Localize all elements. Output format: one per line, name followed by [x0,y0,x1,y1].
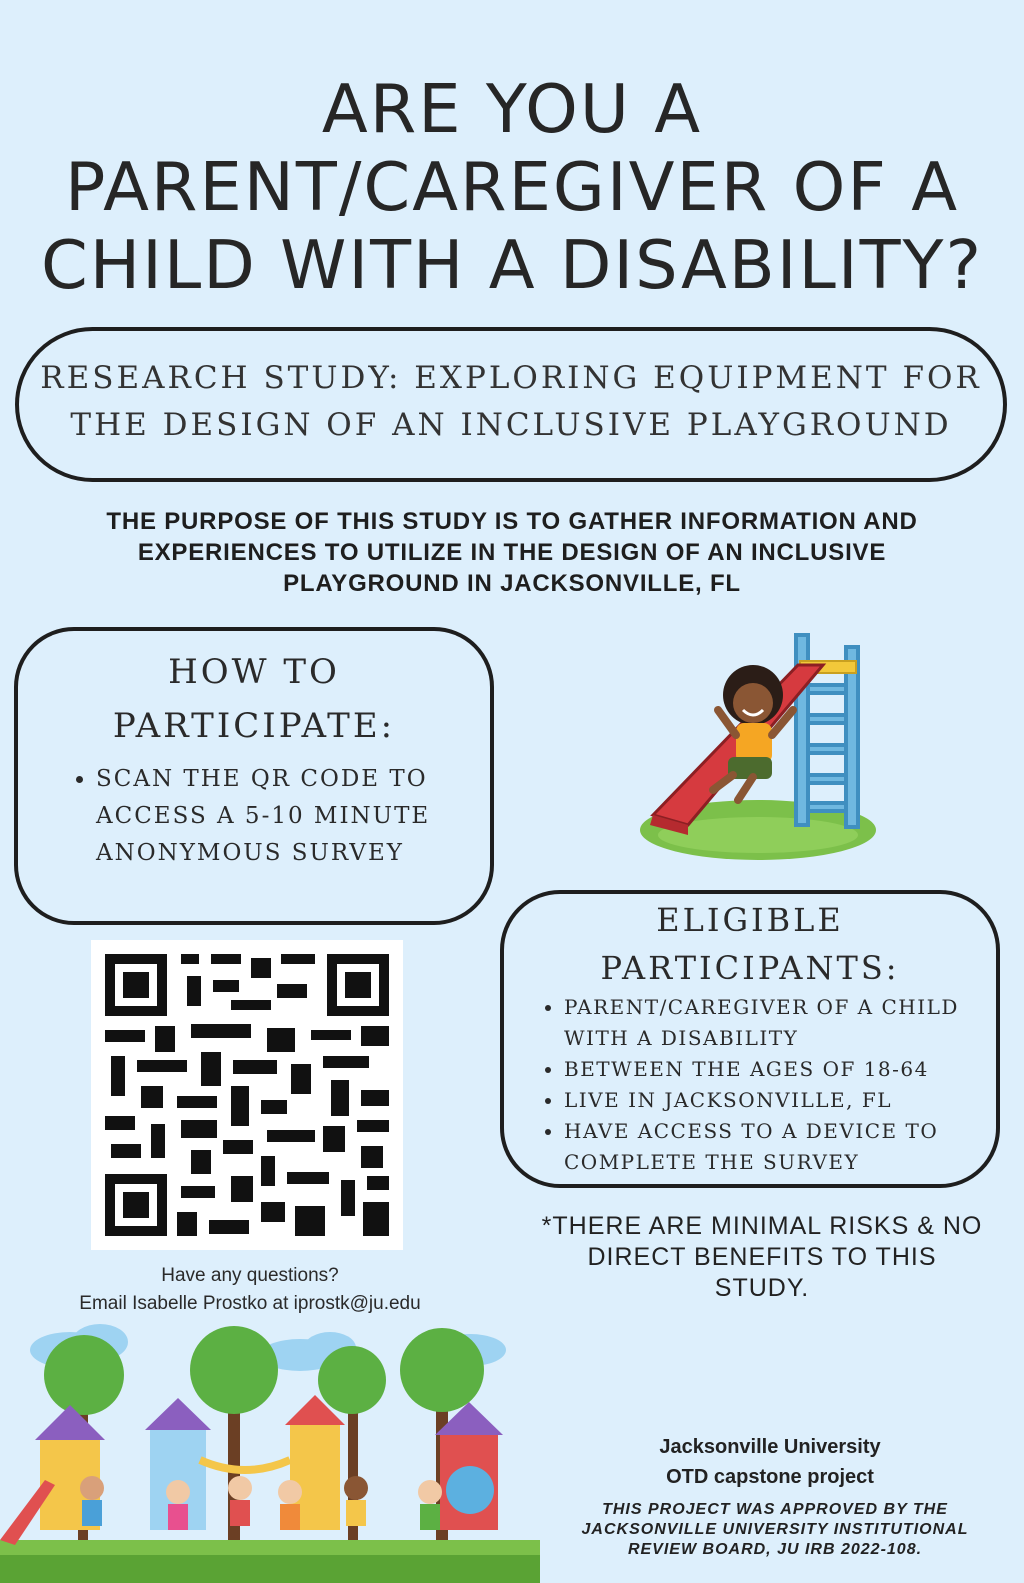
irb-line-3: REVIEW BOARD, JU IRB 2022-108. [627,1541,923,1558]
email-line[interactable]: Email Isabelle Prostko at iprostk@ju.edu [79,1293,421,1314]
eligible-item: • BETWEEN THE AGES OF 18-64 [564,1054,996,1085]
eligible-item: • LIVE IN JACKSONVILLE, FL [564,1085,996,1116]
study-title-box [15,327,1007,482]
risks-line-1: *THERE ARE MINIMAL RISKS & NO [541,1212,983,1240]
contact-info [30,1262,470,1318]
qr-code[interactable] [91,940,403,1250]
eligible-heading [504,896,996,992]
how-to-item: • SCAN THE QR CODE TO ACCESS A 5-10 MINUTE ANONYMOUS SURVEY [96,761,490,872]
headline-line-1: ARE YOU A [321,70,703,148]
purpose-line-3: PLAYGROUND IN JACKSONVILLE, FL [283,570,741,597]
eligible-item: • PARENT/CAREGIVER OF A CHILD WITH A DISABILITY [564,992,996,1054]
organization [580,1432,960,1492]
study-title-line-1: RESEARCH STUDY: EXPLORING EQUIPMENT FOR [40,360,982,396]
how-to-list [18,761,490,872]
qr-code-icon [91,940,403,1250]
purpose-line-1: THE PURPOSE OF THIS STUDY IS TO GATHER INFORMATION AND [106,508,918,535]
risks-note [512,1211,1012,1304]
org-line-1: Jacksonville University [659,1436,881,1458]
how-to-heading-line-2: PARTICIPATE: [112,706,396,746]
eligible-heading-line-1: ELIGIBLE [656,901,844,939]
how-to-heading [18,645,490,753]
eligible-list [504,992,996,1178]
how-to-heading-line-1: HOW TO [168,652,340,692]
how-to-participate-box [14,627,494,925]
study-title-line-2: THE DESIGN OF AN INCLUSIVE PLAYGROUND [70,407,952,443]
questions-line: Have any questions? [161,1265,339,1286]
eligible-item: • HAVE ACCESS TO A DEVICE TO COMPLETE THE SURVEY [564,1116,996,1178]
risks-line-3: STUDY. [714,1274,810,1302]
headline-line-2: PARENT/CAREGIVER OF A [64,148,960,226]
purpose-statement [20,506,1004,599]
headline [0,70,1024,304]
org-line-2: OTD capstone project [666,1466,874,1488]
child-on-slide-illustration [628,625,878,865]
playground-illustration [0,1320,540,1583]
irb-line-2: JACKSONVILLE UNIVERSITY INSTITUTIONAL [581,1521,969,1538]
eligible-participants-box [500,890,1000,1188]
risks-line-2: DIRECT BENEFITS TO THIS [587,1243,937,1271]
irb-line-1: THIS PROJECT WAS APPROVED BY THE [602,1501,948,1518]
irb-approval [540,1500,1010,1560]
eligible-heading-line-2: PARTICIPANTS: [600,949,900,987]
purpose-line-2: EXPERIENCES TO UTILIZE IN THE DESIGN OF AN INCLUSIVE [137,539,887,566]
headline-line-3: CHILD WITH A DISABILITY? [40,226,984,304]
